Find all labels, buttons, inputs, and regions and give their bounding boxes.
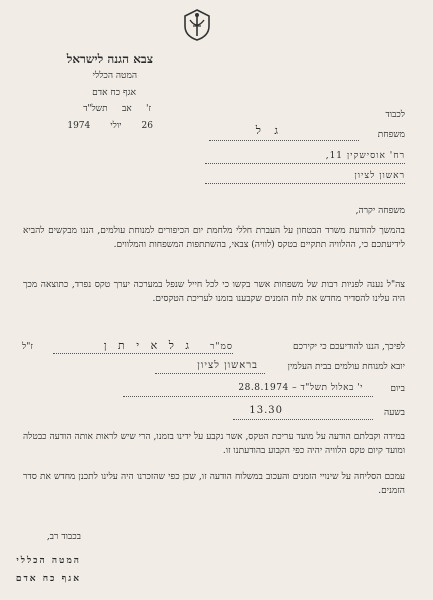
burial-date: י' באלול תשל"ד – 28.8.1974	[238, 383, 363, 393]
hebrew-year: תשל"ד	[83, 104, 108, 114]
zl-abbrev: ז"ל	[22, 342, 33, 352]
paragraph-5: עמכם הסליחה על שינויי הזמנים והעכוב במשלוח הודעה זו, שכן כפי שהזכרנו היה עלינו לתכנן מחדש את סדר הזמנים.	[23, 472, 405, 496]
cemetery-name: בראשון לציון	[197, 360, 258, 371]
salutation: משפחה יקרה,	[355, 206, 405, 216]
signature-branch: אגף כח אדם	[15, 574, 81, 584]
burial-line: יובא למנוחת עולמים בבית העלמין	[287, 362, 405, 372]
notice-prefix: לפיכך, הננו להודיעכם כי יקירכם	[293, 342, 405, 352]
cemetery-line	[155, 373, 265, 374]
idf-emblem-icon	[182, 8, 212, 42]
greg-month: יולי	[110, 121, 122, 131]
soldier-line	[53, 353, 233, 354]
family-name: ג ל	[255, 124, 283, 137]
closing-regards: בכבוד רב,	[46, 532, 81, 542]
org-name: צבא הגנה לישראל	[66, 52, 153, 66]
greg-day: 26	[141, 121, 153, 131]
hebrew-month: אב	[121, 104, 132, 114]
time-label: בשעה	[384, 408, 405, 418]
gregorian-date	[43, 120, 153, 131]
time-line	[233, 419, 373, 420]
signature-unit: המטה הכללי	[16, 556, 81, 566]
greg-year: 1974	[67, 121, 91, 131]
family-line	[209, 140, 359, 141]
city-line	[205, 183, 405, 184]
address-line	[205, 163, 405, 164]
address: רח' אוסישקין 11,	[325, 151, 405, 161]
branch-name: אגף כח אדם	[92, 88, 136, 98]
date-line	[123, 396, 373, 397]
paragraph-4: במידה וקבלתם הודעה על מועד עריכת הטקס, אשר נקבע על ידינו בזמנו, הרי שיש לראות אותה הודעה כבטלה ומועד קיום טקס הלוויה יהיה כפי הקבוע בהודעתנו זו.	[23, 432, 405, 456]
soldier-name: ג ל א י ת ן	[103, 339, 193, 352]
family-label: משפחת	[377, 130, 405, 140]
day-label: ביום	[390, 384, 405, 394]
hebrew-date	[51, 103, 151, 114]
burial-time: 13.30	[249, 405, 283, 416]
hebrew-day: ז'	[146, 104, 151, 114]
paragraph-2: צה"ל נענה לפניות רבות של משפחות אשר בקשו כי לכל חייל שנפל במערכה יערך טקס נפרד, כתוצאה מכך היה עלינו להסדיר מחדש את לוח הזמנים שקבענו בזמנו לעריכת הטקסים.	[23, 280, 405, 304]
soldier-rank: סמ"ר	[209, 342, 233, 352]
to-label: לכבוד	[385, 110, 405, 120]
city: ראשון לציון	[354, 171, 405, 181]
unit-name: המטה הכללי	[92, 71, 137, 81]
paragraph-1: בהמשך להודעת משרד הבטחון על העברת חללי מלחמת יום הכיפורים למנוחת עולמים, הננו מבקשים להביא לידיעתכם כי, ההלוויה תתקיים בטקס (לוויה) צבאי, בהשתתפות המשפחות והמלווים.	[23, 226, 405, 250]
